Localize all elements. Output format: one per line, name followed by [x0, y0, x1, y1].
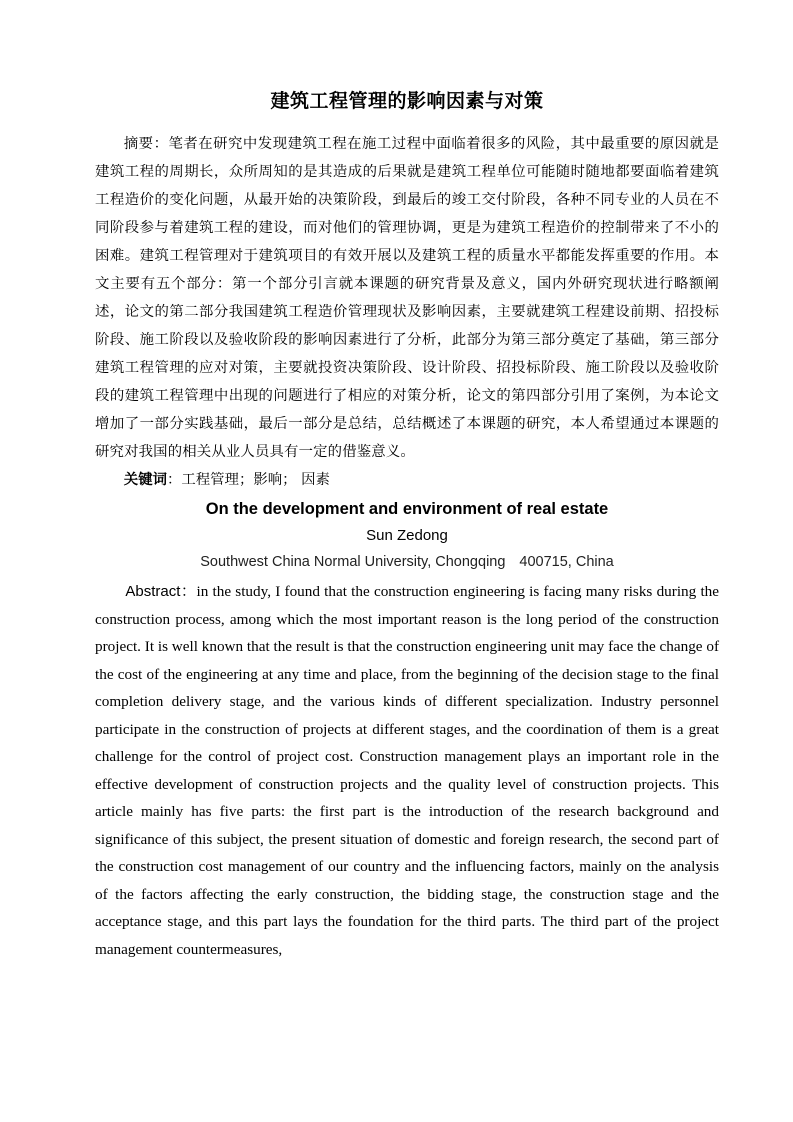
chinese-keywords-text: ：工程管理；影响； 因素: [166, 472, 330, 488]
author-affiliation: [95, 549, 719, 576]
affiliation-zip: 400715, China: [519, 554, 614, 570]
author-name: Sun Zedong: [366, 527, 448, 544]
chinese-abstract-label: 摘要：: [123, 136, 169, 152]
english-abstract-separator: ：: [180, 583, 197, 600]
chinese-abstract: [95, 130, 719, 466]
english-abstract-text: in the study, I found that the construction engineering is facing many risks during the construction process, among which the most important reason is the long period of the construction project. It is well known that the result is that the construction engineering unit may face the change of the cost of the engineering at any time and place, from the beginning of the decision stage to the final completion delivery stage, and the various kinds of different specialization. Industry personnel participate in the construction of projects at different stages, and the coordination of them is a great challenge for the control of project cost. Construction management plays an important role in the effective development of construction projects and the quality level of construction projects. This article mainly has five parts: the first part is the introduction of the research background and significance of this subject, the present situation of domestic and foreign research, the second part of the construction cost management of our country and the influencing factors, mainly on the analysis of the factors affecting the early construction, the bidding stage, the construction stage and the acceptance stage, and this part lays the foundation for the third parts. The third part of the project management countermeasures,: [95, 583, 720, 958]
english-abstract: [95, 578, 719, 963]
chinese-keywords: [95, 466, 719, 494]
affiliation-name: Southwest China Normal University, Chongqing: [200, 554, 506, 570]
document-page: [95, 88, 719, 963]
chinese-title: 建筑工程管理的影响因素与对策: [270, 90, 544, 112]
chinese-keywords-label: 关键词: [123, 472, 167, 488]
english-abstract-label: Abstract: [125, 583, 181, 600]
chinese-abstract-text: 笔者在研究中发现建筑工程在施工过程中面临着很多的风险，其中最重要的原因就是建筑工程的周期长，众所周知的是其造成的后果就是建筑工程单位可能随时随地都要面临着建筑工程造价的变化问题，从最开始的决策阶段，到最后的竣工交付阶段，各种不同专业的人员在不同阶段参与着建筑工程的建设，而对他们的管理协调，更是为建筑工程造价的控制带来了不小的困难。建筑工程管理对于建筑项目的有效开展以及建筑工程的质量水平都能发挥重要的作用。本文主要有五个部分：第一个部分引言就本课题的研究背景及意义，国内外研究现状进行略额阐述，论文的第二部分我国建筑工程造价管理现状及影响因素，主要就建筑工程建设前期、招投标阶段、施工阶段以及验收阶段的影响因素进行了分析，此部分为第三部分奠定了基础，第三部分建筑工程管理的应对对策，主要就投资决策阶段、设计阶段、招投标阶段、施工阶段以及验收阶段的建筑工程管理中出现的问题进行了相应的对策分析，论文的第四部分引用了案例，为本论文增加了一部分实践基础，最后一部分是总结，总结概述了本课题的研究，本人希望通过本课题的研究对我国的相关从业人员具有一定的借鉴意义。: [95, 136, 719, 460]
english-title: On the development and environment of real estate: [205, 500, 609, 518]
